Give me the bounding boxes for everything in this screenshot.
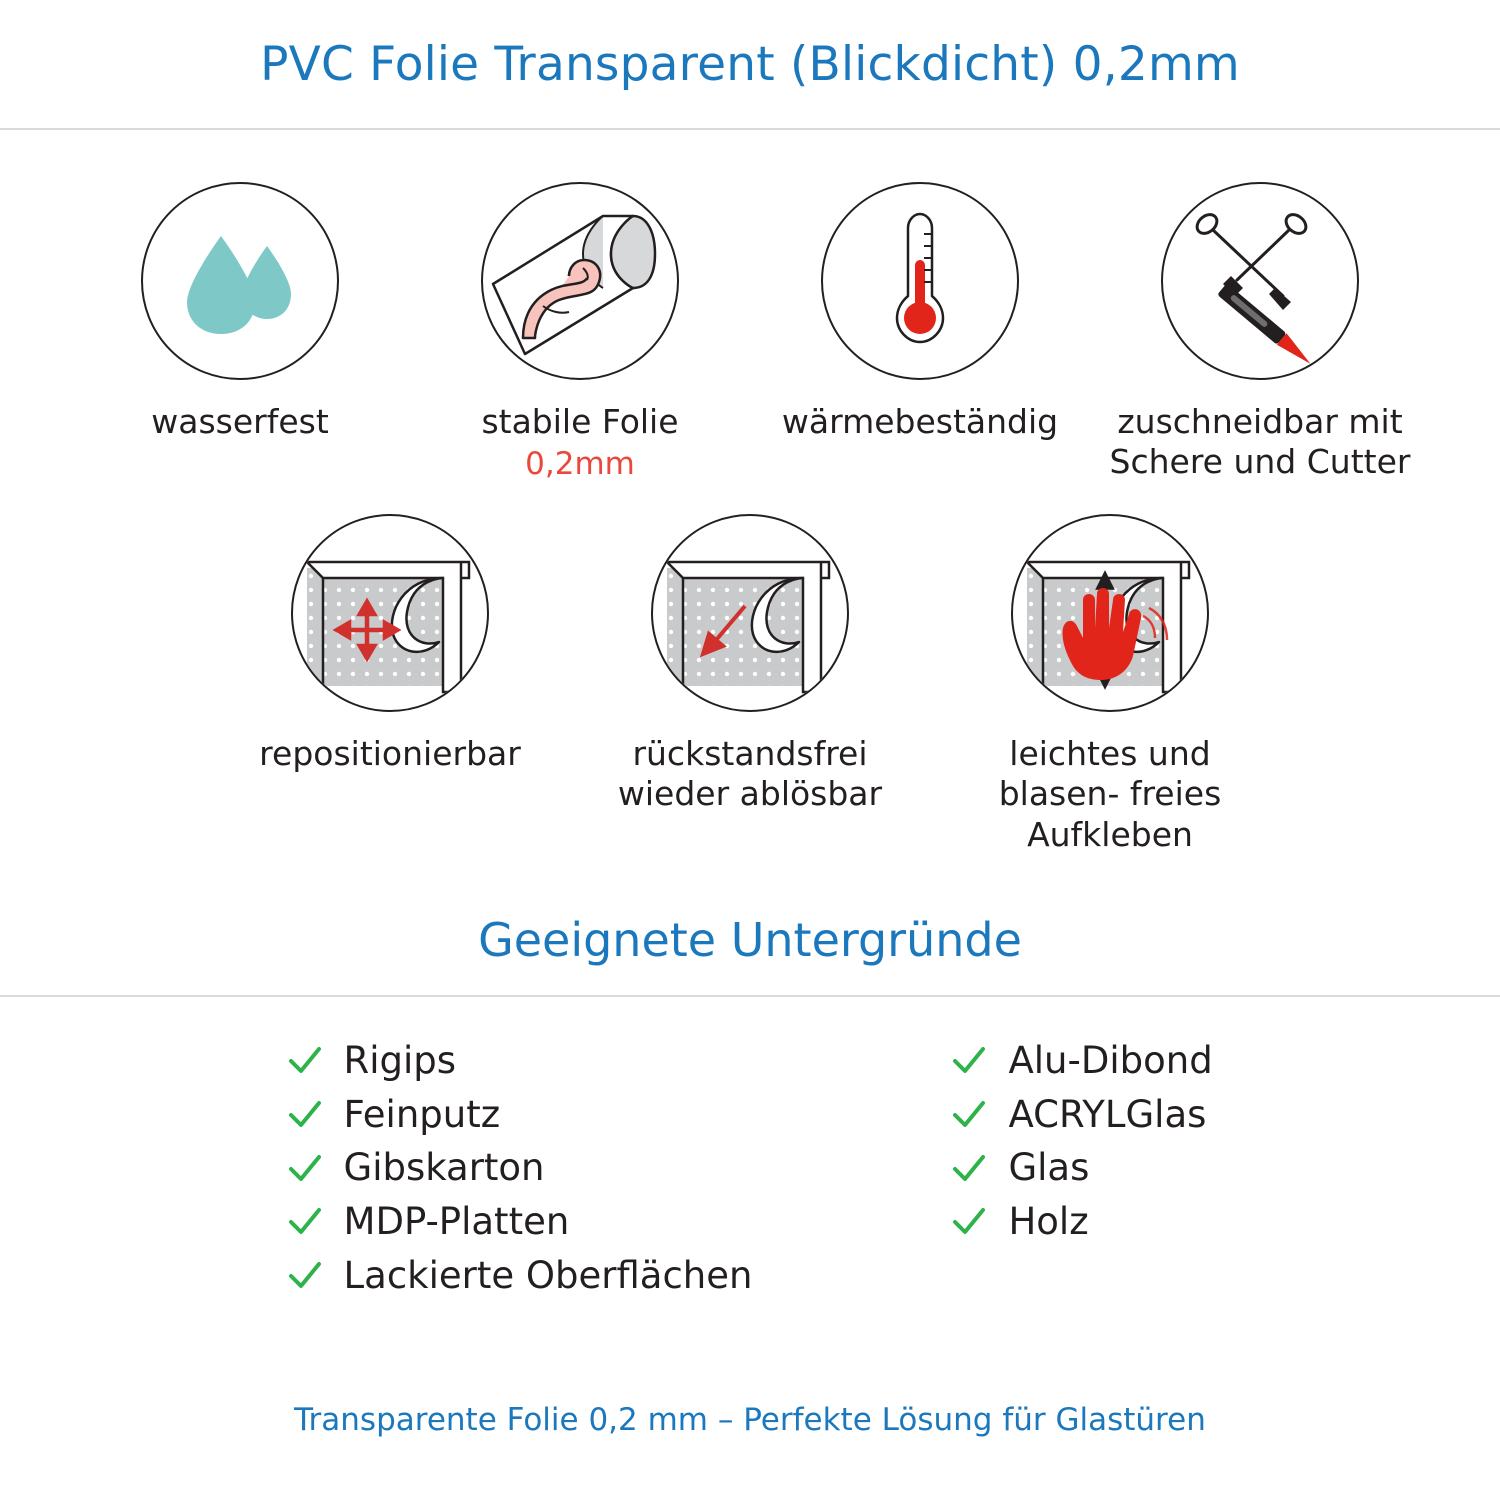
feature-waermebestaendig	[750, 182, 1090, 484]
feature-label: zuschneidbar mit Schere und Cutter	[1109, 402, 1411, 482]
substrates-column-right	[952, 1038, 1252, 1296]
feature-label: stabile Folie	[481, 402, 679, 441]
feature-wasserfest	[70, 182, 410, 484]
check-icon	[952, 1098, 986, 1132]
check-icon	[288, 1152, 322, 1186]
list-item	[952, 1199, 1252, 1243]
check-icon	[288, 1098, 322, 1132]
list-item-label: Glas	[1008, 1146, 1090, 1190]
feature-rueckstandsfrei	[570, 514, 930, 855]
feature-label: wärmebeständig	[781, 402, 1059, 441]
feature-caption	[259, 734, 521, 774]
feature-stabile-folie	[410, 182, 750, 484]
list-item-label: ACRYLGlas	[1008, 1092, 1207, 1136]
check-icon	[288, 1044, 322, 1078]
list-item	[952, 1092, 1252, 1136]
list-item-label: Holz	[1008, 1199, 1089, 1243]
list-item	[288, 1253, 753, 1297]
section-title: Geeignete Untergründe	[478, 912, 1022, 967]
substrates-list	[0, 1038, 1500, 1297]
feature-row-1	[0, 182, 1500, 484]
feature-caption	[151, 402, 329, 442]
scissors-cutter-icon	[1161, 182, 1359, 380]
feature-blasenfreies-aufkleben	[930, 514, 1290, 855]
page-title: PVC Folie Transparent (Blickdicht) 0,2mm	[260, 36, 1240, 92]
list-item-label: Rigips	[343, 1038, 457, 1082]
feature-sublabel: 0,2mm	[525, 446, 635, 483]
feature-section	[0, 130, 1500, 855]
feature-caption	[945, 734, 1275, 855]
feature-caption	[782, 402, 1058, 442]
feature-caption	[585, 734, 915, 815]
header	[0, 0, 1500, 130]
feature-label: wasserfest	[151, 402, 329, 441]
thermometer-icon	[821, 182, 1019, 380]
check-icon	[288, 1205, 322, 1239]
check-icon	[288, 1259, 322, 1293]
check-icon	[952, 1044, 986, 1078]
section-header	[0, 913, 1500, 997]
feature-row-2	[0, 514, 1500, 855]
check-icon	[952, 1205, 986, 1239]
water-drops-icon	[141, 182, 339, 380]
substrates-column-left	[288, 1038, 753, 1297]
reposition-arrows-film-icon	[291, 514, 489, 712]
list-item	[952, 1038, 1252, 1082]
list-item-label: Feinputz	[343, 1092, 501, 1136]
peel-off-film-icon	[651, 514, 849, 712]
feature-label: rückstandsfrei wieder ablösbar	[617, 734, 883, 814]
check-icon	[952, 1152, 986, 1186]
footer-note: Transparente Folie 0,2 mm – Perfekte Lösung für Glastüren	[294, 1402, 1206, 1438]
feature-zuschneidbar	[1090, 182, 1430, 484]
list-item-label: MDP-Platten	[343, 1199, 570, 1243]
list-item-label: Lackierte Oberflächen	[343, 1253, 753, 1297]
list-item	[288, 1038, 753, 1082]
list-item	[952, 1148, 1252, 1189]
list-item-label: Alu-Dibond	[1008, 1038, 1213, 1082]
feature-repositionierbar	[210, 514, 570, 855]
list-item-label: Gibskarton	[343, 1146, 545, 1190]
list-item	[288, 1092, 753, 1136]
hand-smoothing-film-icon	[1011, 514, 1209, 712]
strong-arm-film-icon	[481, 182, 679, 380]
feature-caption	[481, 402, 678, 484]
feature-caption	[1095, 402, 1425, 483]
list-item	[288, 1148, 753, 1189]
list-item	[288, 1199, 753, 1243]
feature-label: repositionierbar	[259, 734, 521, 774]
feature-label: leichtes und blasen- freies Aufkleben	[998, 734, 1222, 854]
